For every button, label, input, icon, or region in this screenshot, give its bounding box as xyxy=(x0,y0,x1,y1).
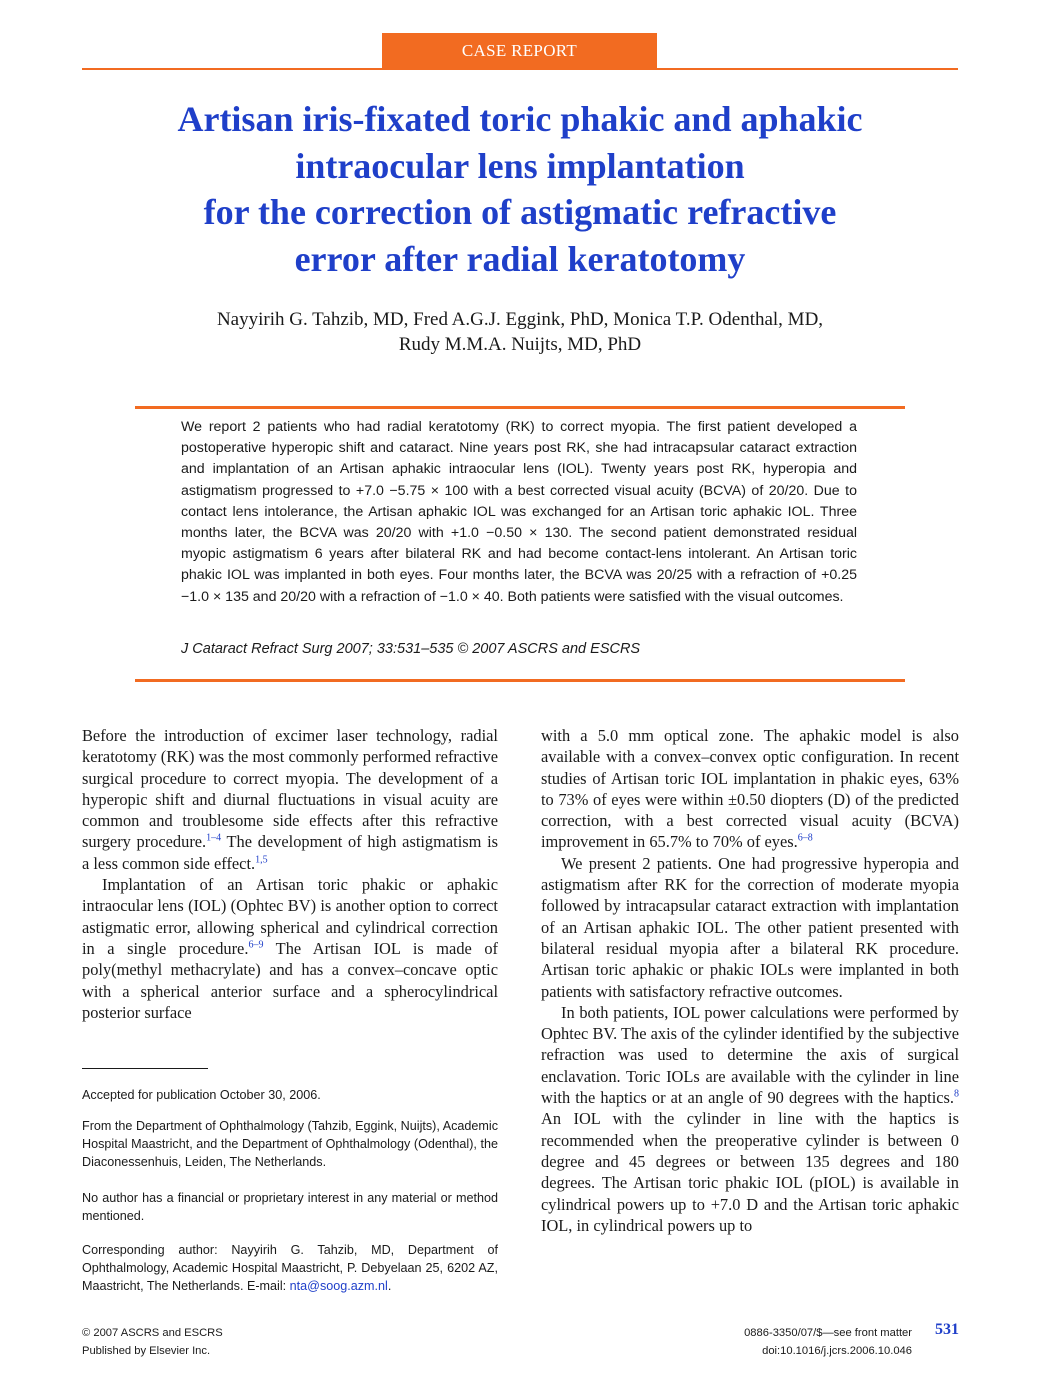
page-number: 531 xyxy=(935,1321,959,1338)
section-label: CASE REPORT xyxy=(382,33,657,69)
footer-publisher: Published by Elsevier Inc. xyxy=(82,1345,211,1357)
reference-link[interactable]: 6–9 xyxy=(248,939,264,951)
reference-link[interactable]: 8 xyxy=(954,1088,959,1100)
author-line: Rudy M.M.A. Nuijts, MD, PhD xyxy=(398,334,642,355)
footnote-rule xyxy=(82,1068,208,1069)
title-line: Artisan iris-fixated toric phakic and aphakic xyxy=(177,99,863,139)
article-title xyxy=(100,96,940,282)
reference-link[interactable]: 1–4 xyxy=(206,833,222,845)
journal-citation: J Cataract Refract Surg 2007; 33:531–535 © 2007 ASCRS and ESCRS xyxy=(181,641,641,657)
body-paragraph: Before the introduction of excimer laser technology, radial keratotomy (RK) was the most commonly performed refractive surgical procedure to correct myopia. The development of a hyperopic shift and diurnal fluctuations in visual acuity are common and troublesome side effects after this refractive surgery procedure.$^{1-4}$ The development of high astigmatism is a less common side effect.$^{1,5}$ xyxy=(82,726,498,873)
reference-link[interactable]: 1,5 xyxy=(255,854,268,866)
footnote-disclosure: No author has a financial or proprietary interest in any material or method mentioned. xyxy=(82,1191,498,1223)
footnote-affiliation: From the Department of Ophthalmology (Tahzib, Eggink, Nuijts), Academic Hospital Maastricht, and the Department of Ophthalmology (Odenthal), the Diaconessenhuis, Leiden, The Netherlands. xyxy=(82,1119,498,1169)
author-line: Nayyirih G. Tahzib, MD, Fred A.G.J. Eggink, PhD, Monica T.P. Odenthal, MD, xyxy=(216,309,824,330)
abstract-bottom-rule xyxy=(135,679,905,682)
footer-issn: 0886-3350/07/$—see front matter xyxy=(744,1327,912,1339)
abstract-top-rule xyxy=(135,406,905,409)
author-list xyxy=(100,307,940,357)
body-paragraph: Implantation of an Artisan toric phakic or aphakic intraocular lens (IOL) (Ophtec BV) is another option to correct astigmatic error, allowing spherical and cylindrical correction in a single procedure.$^{6-9}$ The Artisan IOL is made of poly(methyl methacrylate) and has a convex–concave optic with a spherical anterior surface and a spherocylindrical posterior surface xyxy=(82,875,499,1022)
footnote-accepted: Accepted for publication October 30, 2006. xyxy=(82,1088,321,1102)
body-column-left xyxy=(82,725,498,1023)
title-line: for the correction of astigmatic refractive xyxy=(203,192,837,232)
footer-copyright: © 2007 ASCRS and ESCRS xyxy=(82,1327,223,1339)
reference-link[interactable]: 6–8 xyxy=(797,833,813,845)
title-line: error after radial keratotomy xyxy=(294,238,746,279)
email-link[interactable]: nta@soog.azm.nl xyxy=(289,1279,388,1293)
abstract-text: We report 2 patients who had radial keratotomy (RK) to correct myopia. The first patient developed a postoperative hyperopic shift and cataract. Nine years post RK, she had intracapsular cataract extraction and implantation of an Artisan aphakic intraocular lens (IOL). Twenty years post RK, hyperopia and astigmatism progressed to +7.0 −5.75 × 100 with a best corrected visual acuity (BCVA) of 20/20. Due to contact lens intolerance, the Artisan aphakic IOL was exchanged for an Artisan toric aphakic IOL. Three months later, the BCVA was 20/20 with +1.0 −0.50 × 130. The second patient demonstrated residual myopic astigmatism 6 years after bilateral RK and had become contact-lens intolerant. An Artisan toric phakic IOL was implanted in both eyes. Four months later, the BCVA was 20/25 with a refraction of +0.25 −1.0 × 135 and 20/20 with a refraction of −1.0 × 40. Both patients were satisfied with the visual outcomes. xyxy=(181,419,857,605)
footnote-correspondence: Corresponding author: Nayyirih G. Tahzib, MD, Department of Ophthalmology, Academic Hospital Maastricht, P. Debyelaan 25, 6202 AZ, Maastricht, The Netherlands. E-mail: nta@soog.azm.nl. xyxy=(82,1243,498,1293)
title-line: intraocular lens implantation xyxy=(295,145,745,186)
body-paragraph: with a 5.0 mm optical zone. The aphakic model is also available with a convex–convex optic configuration. In recent studies of Artisan toric IOL implantation in phakic eyes, 63% to 73% of eyes were within ±0.50 diopters (D) of the predicted correction, with a best corrected visual acuity (BCVA) improvement in 65.7% to 70% of eyes.$^{6-8}$ xyxy=(541,726,959,852)
body-column-right xyxy=(541,725,959,1236)
body-paragraph: We present 2 patients. One had progressive hyperopia and astigmatism after RK for the correction of moderate myopia followed by intracapsular cataract extraction with implantation of an Artisan aphakic IOL. The other patient presented with bilateral residual myopia after a bilateral RK procedure. Artisan toric aphakic or phakic IOLs were implanted in both patients with satisfactory refractive outcomes. xyxy=(541,853,959,1001)
footer-doi: doi:10.1016/j.jcrs.2006.10.046 xyxy=(762,1345,912,1357)
body-paragraph: In both patients, IOL power calculations were performed by Ophtec BV. The axis of the cylinder identified by the subjective refraction was used to determine the axis of surgical enclavation. Toric IOLs are available with the cylinder in line with the haptics or at an angle of 90 degrees with the haptics.$^8$ An IOL with the cylinder in line with the haptics is recommended when the preoperative cylinder is between 0 degree and 45 degrees or between 135 degrees and 180 degrees. The Artisan toric phakic IOL (pIOL) is available in cylindrical powers up to +7.0 D and the Artisan toric aphakic IOL, in cylindrical powers up to xyxy=(541,1002,959,1235)
